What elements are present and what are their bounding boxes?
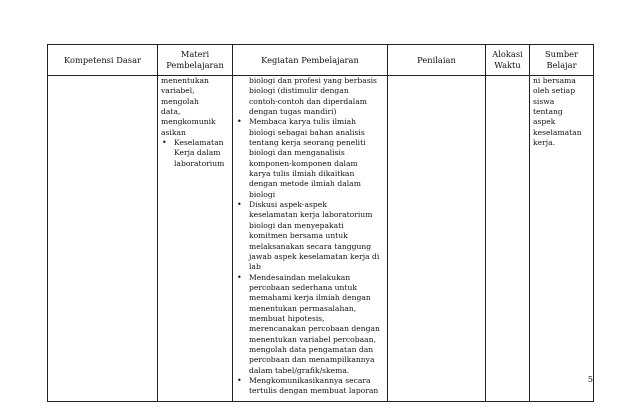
header-kegiatan-pembelajaran: Kegiatan Pembelajaran: [233, 45, 388, 76]
header-sumber-belajar: Sumber Belajar: [530, 45, 594, 76]
text-line: kerja.: [533, 138, 556, 148]
table-row: [48, 76, 594, 402]
text-line: Mengkomunikasikannya secara: [249, 375, 371, 385]
text-line: biologi dan menyepakati: [249, 220, 344, 230]
sumber-content: [530, 76, 593, 148]
cell-sumber-belajar: [530, 76, 594, 402]
text-line: Kerja dalam: [174, 148, 221, 158]
text-line: menentukan permasalahan,: [249, 303, 357, 313]
bullet-icon: •: [162, 138, 167, 148]
header-materi-pembelajaran: Materi Pembelajaran: [158, 45, 233, 76]
text-line: Membaca karya tulis ilmiah: [249, 117, 357, 127]
text-line: mengkomunik: [161, 117, 216, 127]
text-line: tentang: [533, 107, 563, 117]
bullet-icon: •: [237, 200, 242, 210]
text-line: percobaan dan menampilkannya: [249, 355, 375, 365]
text-line: Diskusi aspek-aspek: [249, 200, 327, 210]
text-line: jawab aspek keselamatan kerja di: [249, 251, 380, 261]
text-line: merencanakan percobaan dengan: [249, 324, 380, 334]
text-line: asikan: [161, 127, 186, 137]
bullet-item: [236, 117, 385, 200]
cell-penilaian: [388, 76, 486, 402]
text-line: keselamatan kerja laboratorium: [249, 210, 373, 220]
header-kompetensi-dasar: Kompetensi Dasar: [48, 45, 158, 76]
text-line: Mendesaindan melakukan: [249, 272, 351, 282]
text-line: oleh setiap: [533, 86, 576, 96]
text-line: biologi dan profesi yang berbasis: [249, 76, 377, 85]
text-line: tentang kerja seorang peneliti: [249, 138, 366, 148]
text-line: mengolah: [161, 96, 199, 106]
bullet-item: [236, 200, 385, 272]
bullet-item: [236, 273, 385, 376]
cell-kegiatan-pembelajaran: [233, 76, 388, 402]
text-line: keselamatan: [533, 127, 582, 137]
page-number: 5: [587, 375, 593, 384]
text-line: mengolah data pengamatan dan: [249, 344, 374, 354]
text-line: laboratorium: [174, 158, 225, 168]
text-line: tertulis dengan membuat laporan: [249, 386, 379, 396]
cell-materi-pembelajaran: [158, 76, 233, 402]
text-line: memahami kerja ilmiah dengan: [249, 293, 371, 303]
text-line: karya tulis ilmiah dikaitkan: [249, 169, 355, 179]
text-line: aspek: [533, 117, 556, 127]
text-line: variabel,: [161, 86, 195, 96]
bullet-icon: •: [237, 272, 242, 282]
text-line: menentukan: [161, 76, 209, 85]
bullet-icon: •: [237, 117, 242, 127]
text-line: biologi (distimulir dengan: [249, 86, 349, 96]
text-line: membuat hipotesis,: [249, 313, 325, 323]
text-line: percobaan sederhana untuk: [249, 282, 357, 292]
bullet-item: [236, 376, 385, 397]
text-line: contoh-contoh dan diperdalam: [249, 96, 367, 106]
text-line: dengan metode ilmiah dalam: [249, 179, 361, 189]
header-row: [48, 45, 594, 76]
text-line: melaksanakan secara tanggung: [249, 241, 372, 251]
text-line: dalam tabel/grafik/skema.: [249, 365, 350, 375]
text-line: ni bersama: [533, 76, 576, 85]
text-line: lab: [249, 262, 261, 272]
header-alokasi-waktu: Alokasi Waktu: [486, 45, 530, 76]
text-line: dengan tugas mandiri): [249, 107, 337, 117]
text-line: menentukan variabel percobaan,: [249, 334, 376, 344]
text-line: komitmen bersama untuk: [249, 231, 348, 241]
kegiatan-content: [233, 76, 387, 397]
cell-alokasi-waktu: [486, 76, 530, 402]
header-penilaian: Penilaian: [388, 45, 486, 76]
bullet-item: [161, 138, 230, 169]
text-line: biologi: [249, 189, 276, 199]
cell-kompetensi-dasar: [48, 76, 158, 402]
lesson-plan-table: [47, 44, 594, 402]
text-line: biologi dan menganalisis: [249, 148, 345, 158]
text-line: biologi sebagai bahan analisis: [249, 127, 365, 137]
text-line: siswa: [533, 96, 555, 106]
text-line: data,: [161, 107, 181, 117]
bullet-icon: •: [237, 375, 242, 385]
kegiatan-intro: [236, 76, 385, 117]
text-line: komponen-komponen dalam: [249, 158, 358, 168]
text-line: Keselamatan: [174, 138, 224, 148]
materi-content: [158, 76, 232, 169]
